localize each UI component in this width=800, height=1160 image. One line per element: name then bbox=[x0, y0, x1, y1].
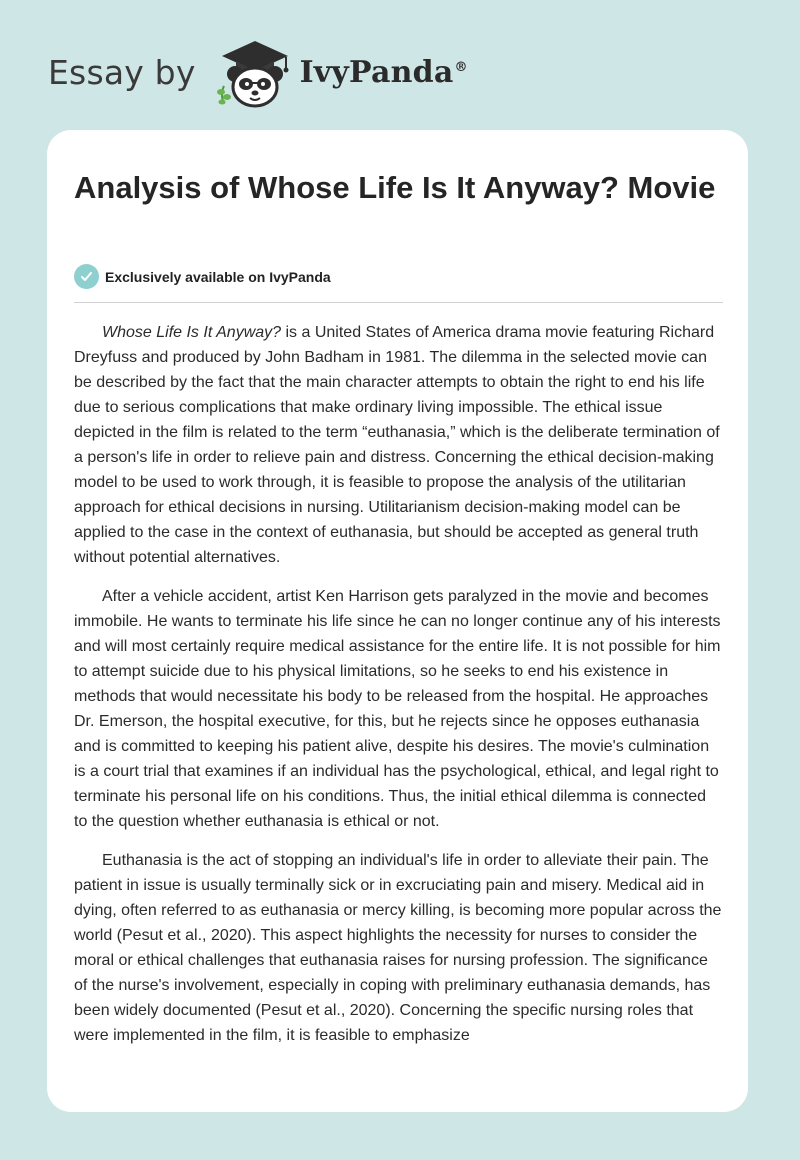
paragraph: Euthanasia is the act of stopping an individual's life in order to alleviate their pain. The patient in issue is usually terminally sick or in excruciating pain and misery. Medical aid in dying, often referred to as euthanasia or mercy killing, is becoming more popular across the world (Pesut et al., 2020). This aspect highlights the necessity for nurses to consider the moral or ethical challenges that euthanasia raises for nursing profession. The significance of the nurse's involvement, especially in coping with preliminary euthanasia demands, has been widely documented (Pesut et al., 2020). Concerning the specific nursing roles that were implemented in the film, it is feasible to emphasize bbox=[74, 852, 722, 1044]
check-icon bbox=[74, 264, 99, 289]
divider bbox=[74, 302, 723, 303]
brand-name: IvyPanda® bbox=[299, 54, 468, 90]
exclusive-label: Exclusively available on IvyPanda bbox=[105, 268, 331, 285]
brand-prefix: Essay by bbox=[48, 52, 196, 92]
brand-header[interactable] bbox=[48, 36, 468, 108]
essay-body bbox=[74, 320, 723, 1062]
paragraph: After a vehicle accident, artist Ken Harrison gets paralyzed in the movie and becomes immobile. He wants to terminate his life since he can no longer continue any of his interests and will most certainly require medical assistance for the entire life. It is not possible for him to attempt suicide due to his physical limitations, so he seeks to end his existence in methods that would necessitate his body to be released from the hospital. He approaches Dr. Emerson, the hospital executive, for this, but he rejects since he opposes euthanasia and is committed to keeping his patient alive, despite his desires. The movie's culmination is a court trial that examines if an individual has the psychological, ethical, and legal right to terminate his personal life on his conditions. Thus, the initial ethical dilemma is connected to the question whether euthanasia is ethical or not. bbox=[74, 588, 721, 830]
movie-title-italic: Whose Life Is It Anyway? bbox=[102, 324, 282, 341]
essay-title: Analysis of Whose Life Is It Anyway? Movie bbox=[74, 170, 716, 205]
panda-logo-icon bbox=[212, 36, 298, 108]
registered-mark: ® bbox=[454, 59, 468, 75]
exclusive-badge bbox=[74, 264, 331, 289]
paragraph: Whose Life Is It Anyway? is a United States of America drama movie featuring Richard Dreyfuss and produced by John Badham in 1981. The dilemma in the selected movie can be described by the fact that the main character attempts to obtain the right to end his life due to serious complications that make ordinary living impossible. The ethical issue depicted in the film is related to the term “euthanasia,” which is the deliberate termination of a person's life in order to relieve pain and distress. Concerning the ethical decision-making model to be used to work through, it is feasible to propose the analysis of the utilitarian approach for ethical decisions in nursing. Utilitarianism decision-making model can be applied to the case in the context of euthanasia, but should be accepted as general truth without potential alternatives. bbox=[74, 324, 720, 566]
essay-card bbox=[47, 130, 748, 1112]
